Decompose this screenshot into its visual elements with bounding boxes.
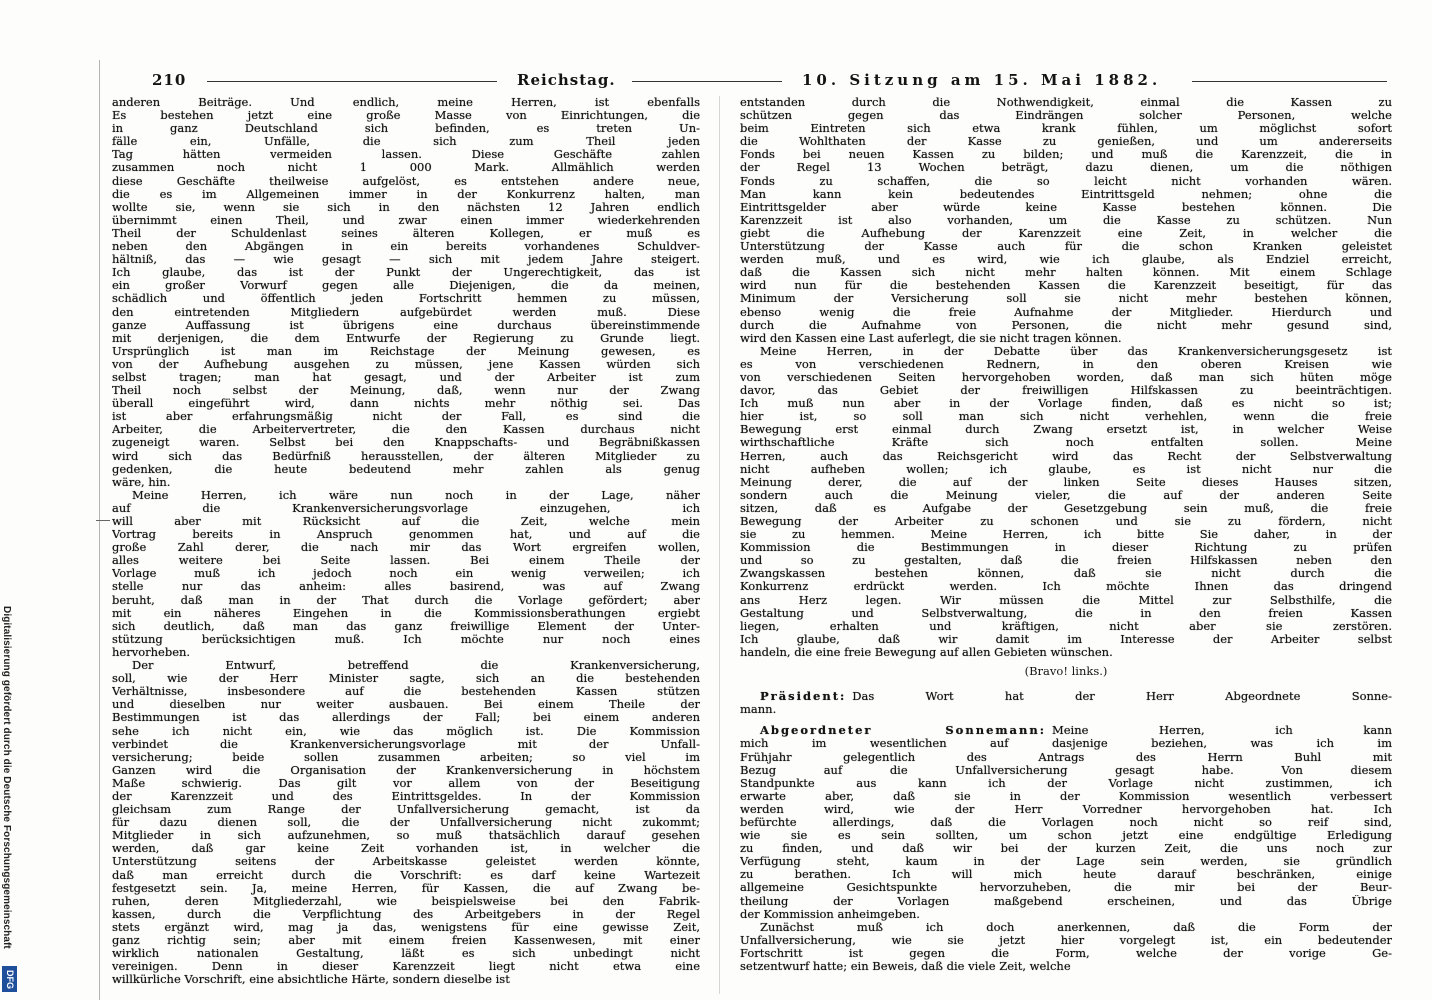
text-line: [740, 724, 1392, 737]
text-line: wird nun für die bestehenden Kassen die Karenzzeit beseitigt, für das: [740, 279, 1392, 293]
page-number: 210: [152, 71, 187, 89]
text-line: allgemeine Gesichtspunkte hervorzuheben, die mir bei der Beur-: [740, 881, 1392, 895]
text-line: daß man erreicht durch die Vorschrift: es darf keine Wartezeit: [112, 868, 700, 882]
text-line: Ich glaube, das ist der Punkt der Ungerechtigkeit, das ist: [112, 266, 700, 280]
text-line: ein großer Vorwurf gegen alle Diejenigen, die da meinen,: [112, 279, 700, 293]
text-line: Frühjahr gelegentlich des Antrags des Herrn Buhl mit: [740, 750, 1392, 764]
text-line: Bewegung der Arbeiter zu schonen und sie zu fördern, nicht: [740, 515, 1392, 528]
text-line: der Regel 13 Wochen beträgt, dazu dienen, um die nöthigen: [740, 161, 1392, 175]
text-line: Ursprünglich ist man im Reichstage der Meinung gewesen, es: [112, 344, 700, 358]
text-line: Eintrittsgelder aber würde keine Kasse bestehen können. Die: [740, 200, 1392, 214]
text-line: Vortrag bereits in Anspruch genommen hat, und auf die: [112, 528, 700, 542]
text-line: Theil der Schuldenlast seines älteren Kollegen, er muß es: [112, 226, 700, 240]
text-line: Unfallversicherung, wie sie jetzt hier vorgelegt ist, ein bedeutender: [740, 933, 1392, 947]
text-line: Zwangskassen bestehen können, daß sie nicht durch die: [740, 567, 1392, 581]
paragraph: [740, 921, 1392, 973]
text-line: versicherung; beide sollen zusammen arbeiten; so viel im: [112, 750, 700, 764]
page-edge-line: [99, 60, 100, 1000]
text-line: Minimum der Versicherung soll sie nicht mehr bestehen können,: [740, 292, 1392, 306]
text-line: festgesetzt sein. Ja, meine Herren, für Kassen, die auf Zwang be-: [112, 881, 700, 895]
text-line: hervorheben.: [112, 645, 191, 659]
text-line: stelle nur das anheim: alles basirend, was auf Zwang: [112, 580, 700, 594]
text-line: Standpunkte aus kann ich der Vorlage nicht zustimmen, ich: [740, 776, 1392, 790]
session-title: 10. Sitzung am 15. Mai 1882.: [802, 71, 1162, 89]
paragraph: [112, 659, 700, 986]
speech-block: [740, 724, 1392, 973]
text-line: Bewegung erst einmal durch Zwang ersetzt ist, in welcher Weise: [740, 423, 1392, 437]
text-line: übernimmt einen Theil, und zwar einen immer wiederkehrenden: [112, 213, 700, 227]
paragraph: [112, 489, 700, 659]
text-line: beruht, daß man in der That durch die Vorlage gefördert; aber: [112, 593, 700, 607]
text-line: für dazu dienen soll, die der Unfallversicherung nicht zukommt;: [112, 816, 700, 830]
publication-title: Reichstag.: [517, 71, 616, 89]
text-line: die es im Allgemeinen immer in der Konkurrenz halten, man: [112, 187, 700, 201]
text-line: Mitglieder in sich aufzunehmen, so muß thatsächlich darauf gesehen: [112, 829, 700, 843]
text-line: werden wird, wie der Herr Vorredner hervorgehoben hat. Ich: [740, 802, 1392, 816]
text-line: ist aber erfahrungsmäßig nicht der Fall, es sind die: [112, 410, 700, 424]
text-line: Herren, auch das Reichsgericht wird das Recht der Selbstverwaltung: [740, 449, 1392, 463]
header-rule-right: [1192, 81, 1387, 82]
text-line: der Karenzzeit und des Eintrittsgeldes. In der Kommission: [112, 789, 700, 803]
text-line: wollte sie, wenn sie sich in den nächsten 12 Jahren endlich: [112, 200, 700, 214]
speech-block: [740, 690, 1392, 716]
speech-text: Das Wort hat der Herr Abgeordnete Sonne-: [852, 690, 1392, 704]
text-line: in ganz Deutschland sich befinden, es treten Un-: [112, 122, 700, 136]
paragraph: [112, 96, 700, 489]
text-line: anderen Beiträge. Und endlich, meine Herren, ist ebenfalls: [112, 96, 700, 109]
text-line: davor, das Gebiet der freiwilligen Hilfskassen zu beeinträchtigen.: [740, 384, 1392, 398]
text-line: Konkurrenz erdrückt werden. Ich möchte Ihnen das dringend: [740, 580, 1392, 594]
text-line: Bezug auf die Unfallversicherung gesagt habe. Von diesem: [740, 763, 1392, 777]
text-line: verbindet die Krankenversicherungsvorlage mit der Unfall-: [112, 737, 700, 751]
text-line: befürchte allerdings, daß die Vorlagen noch nicht so reif sind,: [740, 815, 1392, 829]
text-line: vereinigen. Denn in dieser Karenzzeit liegt nicht etwa eine: [112, 960, 700, 974]
text-line: ruhen, deren Mitgliederzahl, wie beispielsweise bei den Fabrik-: [112, 894, 700, 908]
text-line: es von verschiedenen Rednern, in den oberen Kreisen wie: [740, 357, 1392, 371]
text-line: erwarte aber, daß sie in der Kommission wesentlich verbessert: [740, 789, 1392, 803]
column-divider: [719, 96, 720, 994]
text-line: Arbeiter, die Arbeitervertreter, die den Kassen durchaus nicht: [112, 423, 700, 437]
text-line: große Zahl derer, die nach mir das Wort ergreifen wollen,: [112, 541, 700, 555]
text-line: von der Aufhebung ausgehen zu müssen, jene Kassen würden sich: [112, 357, 700, 371]
text-line: und dieselben nur weiter ausbauen. Bei einem Theile der: [112, 698, 700, 712]
text-line: fälle ein, Unfälle, die sich zum Theil jeden: [112, 135, 700, 149]
text-line: ans Herz legen. Wir müssen die Mittel zur Selbsthilfe, die: [740, 593, 1392, 607]
text-line: selbst tragen; man hat gesagt, und der Arbeiter ist zum: [112, 370, 700, 384]
text-line: wäre, hin.: [112, 475, 171, 489]
text-line: zu finden, und daß wir bei der kurzen Zeit, die uns noch zur: [740, 842, 1392, 856]
text-line: Maße schwierig. Das gilt vor allem von der Beseitigung: [112, 776, 700, 790]
text-line: Bestimmungen ist das allerdings der Fall; bei einem anderen: [112, 711, 700, 725]
text-line: wirklich nationalen Gestaltung, läßt es sich unbedingt nicht: [112, 947, 700, 961]
text-line: Fortschritt ist gegen die Form, welche der vorige Ge-: [740, 946, 1392, 960]
text-line: willkürliche Vorschrift, eine absichtliche Härte, sondern dieselbe ist: [112, 973, 510, 987]
paragraph: [740, 690, 1392, 716]
text-line: Meinung derer, die auf der linken Seite dieses Hauses sitzen,: [740, 475, 1392, 489]
text-line: mann.: [740, 703, 777, 717]
text-line: Verhältnisse, insbesondere auf die bestehenden Kassen stützen: [112, 685, 700, 699]
text-line: sitzen, daß es Aufgabe der Gesetzgebung sein muß, die freie: [740, 501, 1392, 515]
text-line: setzentwurf hatte; ein Beweis, daß die viele Zeit, welche: [740, 960, 1071, 973]
text-line: den eintretenden Mitgliedern aufgebürdet werden muß. Diese: [112, 305, 700, 319]
text-line: zugeneigt waren. Selbst bei den Knappschafts- und Begräbnißkassen: [112, 436, 700, 450]
speaker-name: Abgeordneter Sonnemann:: [760, 724, 1046, 738]
text-line: mich im wesentlichen auf dasjenige beziehen, was ich im: [740, 737, 1392, 751]
text-line: Ich muß nun aber in der Vorlage finden, daß es nicht so ist;: [740, 397, 1392, 411]
text-line: sie zu hemmen. Meine Herren, ich bitte Sie daher, in der: [740, 528, 1392, 542]
page-edge-tick: [96, 520, 110, 521]
right-column: [740, 96, 1392, 973]
text-line: wird sich das Bedürfniß herausstellen, der älteren Mitglieder zu: [112, 449, 700, 463]
text-line: liegen, erhalten und kräftigen, nicht aber sie zerstören.: [740, 619, 1392, 633]
text-line: schützen gegen das Eindrängen solcher Personen, welche: [740, 109, 1392, 123]
text-line: gleichsam zum Range der Unfallversicherung gemacht, ist da: [112, 803, 700, 817]
dfg-logo-icon: DFG: [2, 966, 17, 992]
text-line: wie sie es sein sollten, um schon jetzt eine endgültige Erledigung: [740, 829, 1392, 843]
text-line: hier ist, so soll man sich nicht verhehlen, wenn die freie: [740, 410, 1392, 424]
text-line: Gestaltung und Selbstverwaltung, die in den freien Kassen: [740, 606, 1392, 620]
text-line: nicht aufheben wollen; ich glaube, es ist nicht nur die: [740, 462, 1392, 476]
text-line: wirthschaftliche Kräfte sich noch entfalten sollen. Meine: [740, 436, 1392, 450]
text-line: zusammen noch nicht 1 000 Mark. Allmählich werden: [112, 161, 700, 175]
text-line: ebenso wenig die freie Aufnahme der Mitglieder. Hierdurch und: [740, 305, 1392, 319]
text-line: Verfügung steht, kaum in der Lage sein werden, sie gründlich: [740, 855, 1392, 869]
paragraph: [740, 345, 1392, 659]
text-line: Ganzen wird die Organisation der Krankenversicherung in höchstem: [112, 763, 700, 777]
text-line: Zunächst muß ich doch anerkennen, daß die Form der: [760, 920, 1392, 934]
text-line: gedenken, die heute bedeutend mehr zahlen als genug: [112, 462, 700, 476]
text-line: die Wohlthaten der Kasse zu genießen, und um andererseits: [740, 135, 1392, 149]
text-line: Vorlage muß ich jedoch noch ein wenig verweilen; ich: [112, 567, 700, 581]
text-line: hältniß, das — wie gesagt — sich mit jedem Jahre steigert.: [112, 253, 700, 267]
text-line: entstanden durch die Nothwendigkeit, einmal die Kassen zu: [740, 96, 1392, 109]
text-line: Tag hätten vermeiden lassen. Diese Geschäfte zahlen: [112, 148, 700, 162]
text-line: Meine Herren, in der Debatte über das Krankenversicherungsgesetz ist: [760, 344, 1392, 358]
text-line: mit ein näheres Eingehen in die Kommissionsberathungen ergiebt: [112, 606, 700, 620]
text-line: von verschiedenen Seiten hervorgehoben worden, daß man sich hüten möge: [740, 370, 1392, 384]
text-line: diese Geschäfte theilweise aufgelöst, es entstehen andere neue,: [112, 174, 700, 188]
text-line: überall eingeführt wird, dann nichts mehr nöthig sei. Das: [112, 397, 700, 411]
text-line: beim Eintreten sich etwa krank fühlen, um möglichst sofort: [740, 122, 1392, 136]
text-line: ganz richtig sein; aber mit einem freien Kassenwesen, mit einer: [112, 934, 700, 947]
funding-note: Digitalisierung gefördert durch die Deutsche Forschungsgemeinschaft: [1, 606, 12, 949]
text-line: alles weitere bei Seite lassen. Bei einem Theile der: [112, 554, 700, 568]
text-line: mit derjenigen, die dem Entwurfe der Regierung zu Grunde liegt.: [112, 331, 700, 345]
text-line: theilung der Vorlagen maßgebend erscheinen, und das Übrige: [740, 894, 1392, 908]
text-line: Fonds zu schaffen, die so leicht nicht vorhanden wären.: [740, 174, 1392, 188]
text-line: handeln, die eine freie Bewegung auf allen Gebieten wünschen.: [740, 645, 1113, 659]
speaker-name: Präsident:: [760, 690, 847, 704]
text-line: daß die Kassen sich nicht mehr halten können. Mit einem Schlage: [740, 266, 1392, 280]
text-line: werden, daß gar keine Zeit vorhanden ist, in welcher die: [112, 842, 700, 856]
applause-note: (Bravo! links.): [1024, 664, 1108, 679]
text-line: wird den Kassen eine Last auferlegt, die sie nicht tragen können.: [740, 331, 1122, 345]
left-column: [112, 96, 700, 986]
text-line: sehe ich nicht ein, wie das möglich ist. Die Kommission: [112, 724, 700, 738]
text-line: und so zu gestalten, daß die freien Hilfskassen neben den: [740, 554, 1392, 568]
paragraph: [740, 724, 1392, 920]
text-line: Es bestehen jetzt eine große Masse von Einrichtungen, die: [112, 109, 700, 123]
text-line: auf die Krankenversicherungsvorlage einzugehen, ich: [112, 501, 700, 515]
header-rule-left: [207, 81, 497, 82]
text-line: schädlich und öffentlich jeden Fortschritt hemmen zu müssen,: [112, 292, 700, 306]
speech-text: Meine Herren, ich kann: [1051, 724, 1392, 738]
text-line: Kommission die Bestimmungen in dieser Richtung zu prüfen: [740, 541, 1392, 555]
text-line: sich deutlich, daß man das ganz freiwillige Element der Unter-: [112, 619, 700, 633]
text-line: neben den Abgängen in ein bereits vorhandenes Schuldver-: [112, 240, 700, 254]
text-line: Ich glaube, daß wir damit im Interesse der Arbeiter selbst: [740, 632, 1392, 646]
text-line: will aber mit Rücksicht auf die Zeit, welche mein: [112, 515, 700, 528]
text-line: sondern auch die Meinung vieler, die auf der anderen Seite: [740, 488, 1392, 502]
running-header: [112, 70, 1392, 90]
text-line: Karenzzeit ist also vorhanden, um die Kasse zu schützen. Nun: [740, 213, 1392, 227]
header-rule-middle: [632, 81, 782, 82]
text-line: Man kann kein bedeutendes Eintrittsgeld nehmen; ohne die: [740, 187, 1392, 201]
paragraph: [740, 96, 1392, 345]
text-line: Fonds bei neuen Kassen zu bilden; und muß die Karenzzeit, die in: [740, 148, 1392, 162]
text-line: Theil noch selbst der Meinung, daß, wenn nur der Zwang: [112, 384, 700, 398]
text-line: werden muß, und es wird, wie ich glaube, als Endziel erreicht,: [740, 253, 1392, 267]
text-line: [740, 690, 1392, 703]
text-line: zu berathen. Ich will mich heute darauf beschränken, einige: [740, 868, 1392, 882]
text-line: Meine Herren, ich wäre nun noch in der Lage, näher: [132, 488, 700, 502]
text-line: kassen, durch die Verpflichtung des Arbeitgebers in der Regel: [112, 907, 700, 921]
text-line: ganze Auffassung ist übrigens eine durchaus übereinstimmende: [112, 318, 700, 332]
text-line: durch die Aufnahme von Personen, die nicht mehr gesund sind,: [740, 318, 1392, 332]
text-line: soll, wie der Herr Minister sagte, sich an die bestehenden: [112, 672, 700, 686]
text-line: Unterstützung seitens der Arbeitskasse geleistet werden könnte,: [112, 855, 700, 869]
text-line: Unterstützung der Kasse auch für die schon Kranken geleistet: [740, 240, 1392, 254]
text-line: stets ergänzt wird, mag ja das, wenigstens für eine gewisse Zeit,: [112, 920, 700, 934]
text-line: giebt die Aufhebung der Karenzzeit eine Zeit, in welcher die: [740, 226, 1392, 240]
text-line: der Kommission anheimgeben.: [740, 907, 920, 921]
text-line: stützung berücksichtigen muß. Ich möchte nur noch eines: [112, 632, 700, 646]
text-line: Der Entwurf, betreffend die Krankenversicherung,: [132, 659, 700, 673]
